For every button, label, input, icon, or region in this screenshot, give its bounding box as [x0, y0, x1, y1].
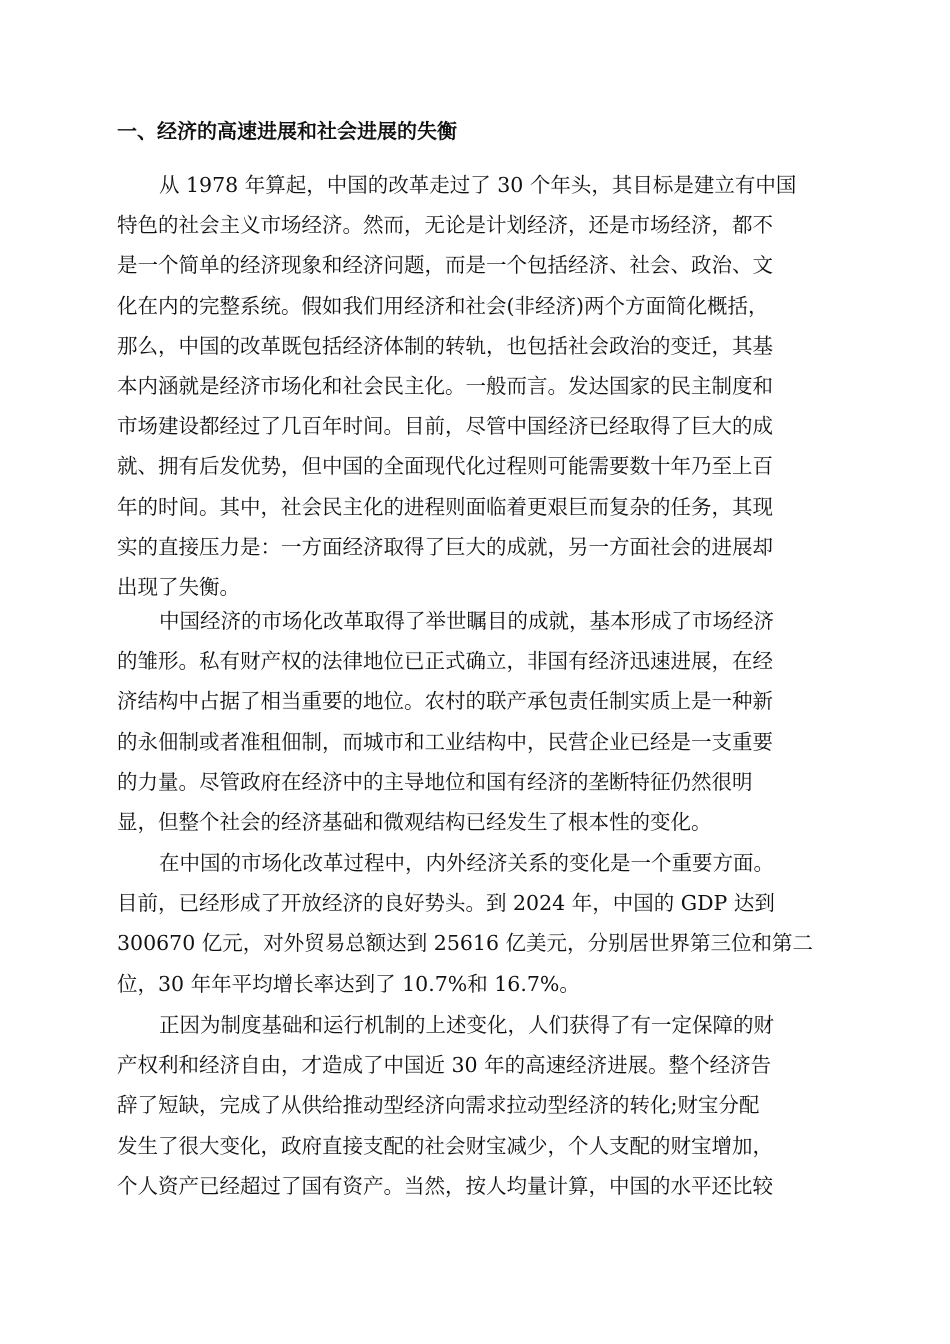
section-heading: 一、经济的高速进展和社会进展的失衡: [117, 119, 457, 143]
text-line: 化在内的完整系统。假如我们用经济和社会(非经济)两个方面简化概括，: [117, 293, 769, 318]
text-line: 的雏形。私有财产权的法律地位已正式确立，非国有经济迅速进展，在经: [117, 649, 773, 674]
text-line: 的永佃制或者准租佃制，而城市和工业结构中，民营企业已经是一支重要: [117, 729, 773, 754]
text-line: 显，但整个社会的经济基础和微观结构已经发生了根本性的变化。: [117, 809, 712, 834]
text-line: 300670 亿元，对外贸易总额达到 25616 亿美元，分别居世界第三位和第二: [117, 931, 814, 956]
text-line: 就、拥有后发优势，但中国的全面现代化过程则可能需要数十年乃至上百: [117, 454, 773, 479]
text-line: 出现了失衡。: [117, 574, 240, 599]
text-line: 的力量。尽管政府在经济中的主导地位和国有经济的垄断特征仍然很明: [117, 769, 753, 794]
text-line: 从 1978 年算起，中国的改革走过了 30 个年头，其目标是建立有中国: [159, 173, 797, 197]
text-line: 那么，中国的改革既包括经济体制的转轨，也包括社会政治的变迁，其基: [117, 333, 773, 358]
text-line: 本内涵就是经济市场化和社会民主化。一般而言。发达国家的民主制度和: [117, 373, 773, 398]
text-line: 中国经济的市场化改革取得了举世瞩目的成就，基本形成了市场经济: [159, 609, 774, 633]
text-line: 特色的社会主义市场经济。然而，无论是计划经济，还是市场经济，都不: [117, 213, 773, 238]
text-line: 发生了很大变化，政府直接支配的社会财宝减少，个人支配的财宝增加，: [117, 1133, 773, 1158]
paragraph-external-economy: [117, 843, 839, 1004]
text-line: 正因为制度基础和运行机制的上述变化，人们获得了有一定保障的财: [159, 1013, 774, 1037]
text-line: 是一个简单的经济现象和经济问题，而是一个包括经济、社会、政治、文: [117, 253, 773, 278]
text-line: 位，30 年年平均增长率达到了 10.7%和 16.7%。: [117, 971, 580, 996]
text-line: 目前，已经形成了开放经济的良好势头。到 2024 年，中国的 GDP 达到: [117, 891, 775, 916]
text-line: 辞了短缺，完成了从供给推动型经济向需求拉动型经济的转化;财宝分配: [117, 1093, 760, 1118]
text-line: 市场建设都经过了几百年时间。目前，尽管中国经济已经取得了巨大的成: [117, 414, 773, 439]
paragraph-growth-causes: [117, 1005, 839, 1206]
text-line: 济结构中占据了相当重要的地位。农村的联产承包责任制实质上是一种新: [117, 689, 773, 714]
text-line: 产权利和经济自由，才造成了中国近 30 年的高速经济进展。整个经济告: [117, 1053, 772, 1078]
text-line: 个人资产已经超过了国有资产。当然，按人均量计算，中国的水平还比较: [117, 1173, 773, 1198]
paragraph-market-reform: [117, 601, 839, 842]
paragraph-reform-overview: [117, 165, 839, 607]
text-line: 实的直接压力是：一方面经济取得了巨大的成就，另一方面社会的进展却: [117, 534, 773, 559]
text-line: 在中国的市场化改革过程中，内外经济关系的变化是一个重要方面。: [159, 851, 774, 875]
text-line: 年的时间。其中，社会民主化的进程则面临着更艰巨而复杂的任务，其现: [117, 494, 773, 519]
